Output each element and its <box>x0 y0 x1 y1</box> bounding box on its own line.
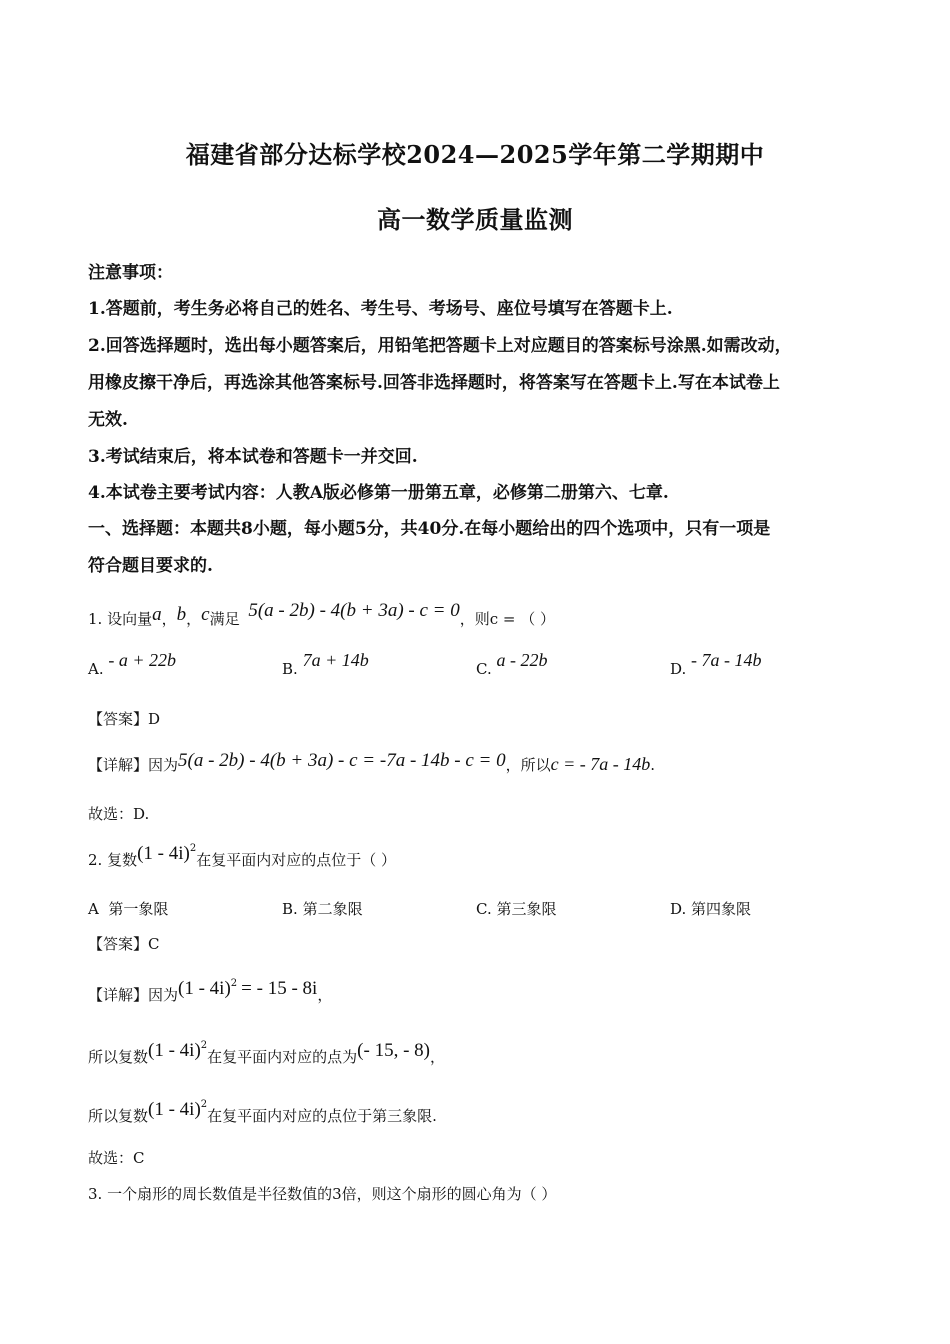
q1-detail <box>88 750 655 775</box>
q2-answer: 【答案】C <box>88 935 160 953</box>
q1-option-d[interactable] <box>670 650 762 678</box>
notice-item-2-line-1: 2.回答选择题时，选出每小题答案后，用铅笔把答题卡上对应题目的答案标号涂黑.如需改动， <box>88 336 792 356</box>
option-label: C. <box>476 900 492 918</box>
option-label: D. <box>670 660 687 678</box>
option-label: A <box>88 900 99 918</box>
complex-expression: (1 - 4i) <box>148 1099 201 1120</box>
q2-detail-line-2 <box>88 1040 445 1067</box>
question-2-stem <box>88 843 396 870</box>
question-2-suffix: 在复平面内对应的点位于（ ） <box>196 851 397 869</box>
vector-c: c <box>201 604 210 625</box>
q2-option-c[interactable] <box>476 898 557 919</box>
question-1-prefix: 1. 设向量 <box>88 610 153 628</box>
exam-title: 福建省部分达标学校2024—2025学年第二学期期中 <box>185 140 765 169</box>
option-value: 第三象限 <box>496 900 557 918</box>
question-1-stem <box>88 600 555 629</box>
q2-detail-line-1 <box>88 978 332 1005</box>
option-label: B. <box>282 900 298 918</box>
detail-prefix: 所以复数 <box>88 1048 149 1066</box>
detail-prefix: 所以复数 <box>88 1107 149 1125</box>
detail-prefix: 【详解】因为 <box>88 756 179 774</box>
question-3-stem: 3. 一个扇形的周长数值是半径数值的3倍，则这个扇形的圆心角为（ ） <box>88 1185 557 1203</box>
option-value: 第二象限 <box>302 900 363 918</box>
detail-equation: = - 15 - 8i <box>241 978 318 999</box>
detail-end: ， <box>429 1048 445 1066</box>
vector-b: b <box>176 604 187 625</box>
option-value: - a + 22b <box>108 650 177 670</box>
q2-conclusion: 故选：C <box>88 1149 145 1167</box>
separator: ， <box>186 610 202 628</box>
option-label: D. <box>670 900 687 918</box>
section-heading-line-2: 符合题目要求的. <box>88 556 213 576</box>
q2-option-d[interactable] <box>670 898 751 919</box>
option-label: C. <box>476 660 492 678</box>
exponent: 2 <box>200 1099 208 1110</box>
q2-detail-line-3 <box>88 1099 437 1126</box>
exponent: 2 <box>230 978 238 989</box>
section-heading-line-1: 一、选择题：本题共8小题，每小题5分，共40分.在每小题给出的四个选项中，只有一项是 <box>88 519 771 539</box>
question-1-equation: 5(a - 2b) - 4(b + 3a) - c = 0 <box>248 600 460 621</box>
then-text: ，则 <box>459 610 490 628</box>
exponent: 2 <box>200 1040 208 1051</box>
complex-expression: (1 - 4i) <box>137 843 190 864</box>
q2-option-b[interactable] <box>282 898 363 919</box>
detail-mid: ，所以 <box>505 756 551 774</box>
complex-expression: (1 - 4i) <box>178 978 231 999</box>
notice-heading: 注意事项： <box>88 263 173 283</box>
detail-prefix: 【详解】因为 <box>88 986 179 1004</box>
satisfy-text: 满足 <box>209 610 240 628</box>
option-value: 第一象限 <box>108 900 169 918</box>
option-value: - 7a - 14b <box>691 650 762 670</box>
detail-mid: 在复平面内对应的点为 <box>207 1048 358 1066</box>
detail-equation: 5(a - 2b) - 4(b + 3a) - c = -7a - 14b - c = 0 <box>178 750 506 771</box>
separator: ， <box>161 610 177 628</box>
option-label: B. <box>282 660 298 678</box>
notice-item-2-line-3: 无效. <box>88 410 128 430</box>
detail-suffix: 在复平面内对应的点位于第三象限. <box>207 1107 437 1125</box>
option-value: 7a + 14b <box>302 650 369 670</box>
detail-end: . <box>650 756 656 774</box>
detail-result: c = - 7a - 14b <box>550 754 651 774</box>
complex-point: (- 15, - 8) <box>357 1040 430 1061</box>
option-label: A. <box>88 660 104 678</box>
q1-option-a[interactable] <box>88 650 177 678</box>
notice-item-4: 4.本试卷主要考试内容：人教A版必修第一册第五章，必修第二册第六、七章. <box>88 483 669 503</box>
notice-item-2-line-2: 用橡皮擦干净后，再选涂其他答案标号.回答非选择题时，将答案写在答题卡上.写在本试卷上 <box>88 373 780 393</box>
notice-item-1: 1.答题前，考生务必将自己的姓名、考生号、考场号、座位号填写在答题卡上. <box>88 299 673 319</box>
exponent: 2 <box>189 843 197 854</box>
question-1-ask: c = （ ） <box>489 610 556 628</box>
q2-option-a[interactable] <box>88 898 168 919</box>
option-value: 第四象限 <box>691 900 752 918</box>
notice-item-3: 3.考试结束后，将本试卷和答题卡一并交回. <box>88 447 418 467</box>
exam-subtitle: 高一数学质量监测 <box>377 205 573 234</box>
vector-a: a <box>152 604 162 625</box>
q1-conclusion: 故选：D. <box>88 805 150 823</box>
q1-option-c[interactable] <box>476 650 548 678</box>
detail-end: ， <box>317 986 333 1004</box>
q1-option-b[interactable] <box>282 650 369 678</box>
complex-expression: (1 - 4i) <box>148 1040 201 1061</box>
option-value: a - 22b <box>496 650 548 670</box>
q1-answer: 【答案】D <box>88 710 161 728</box>
question-2-prefix: 2. 复数 <box>88 851 138 869</box>
